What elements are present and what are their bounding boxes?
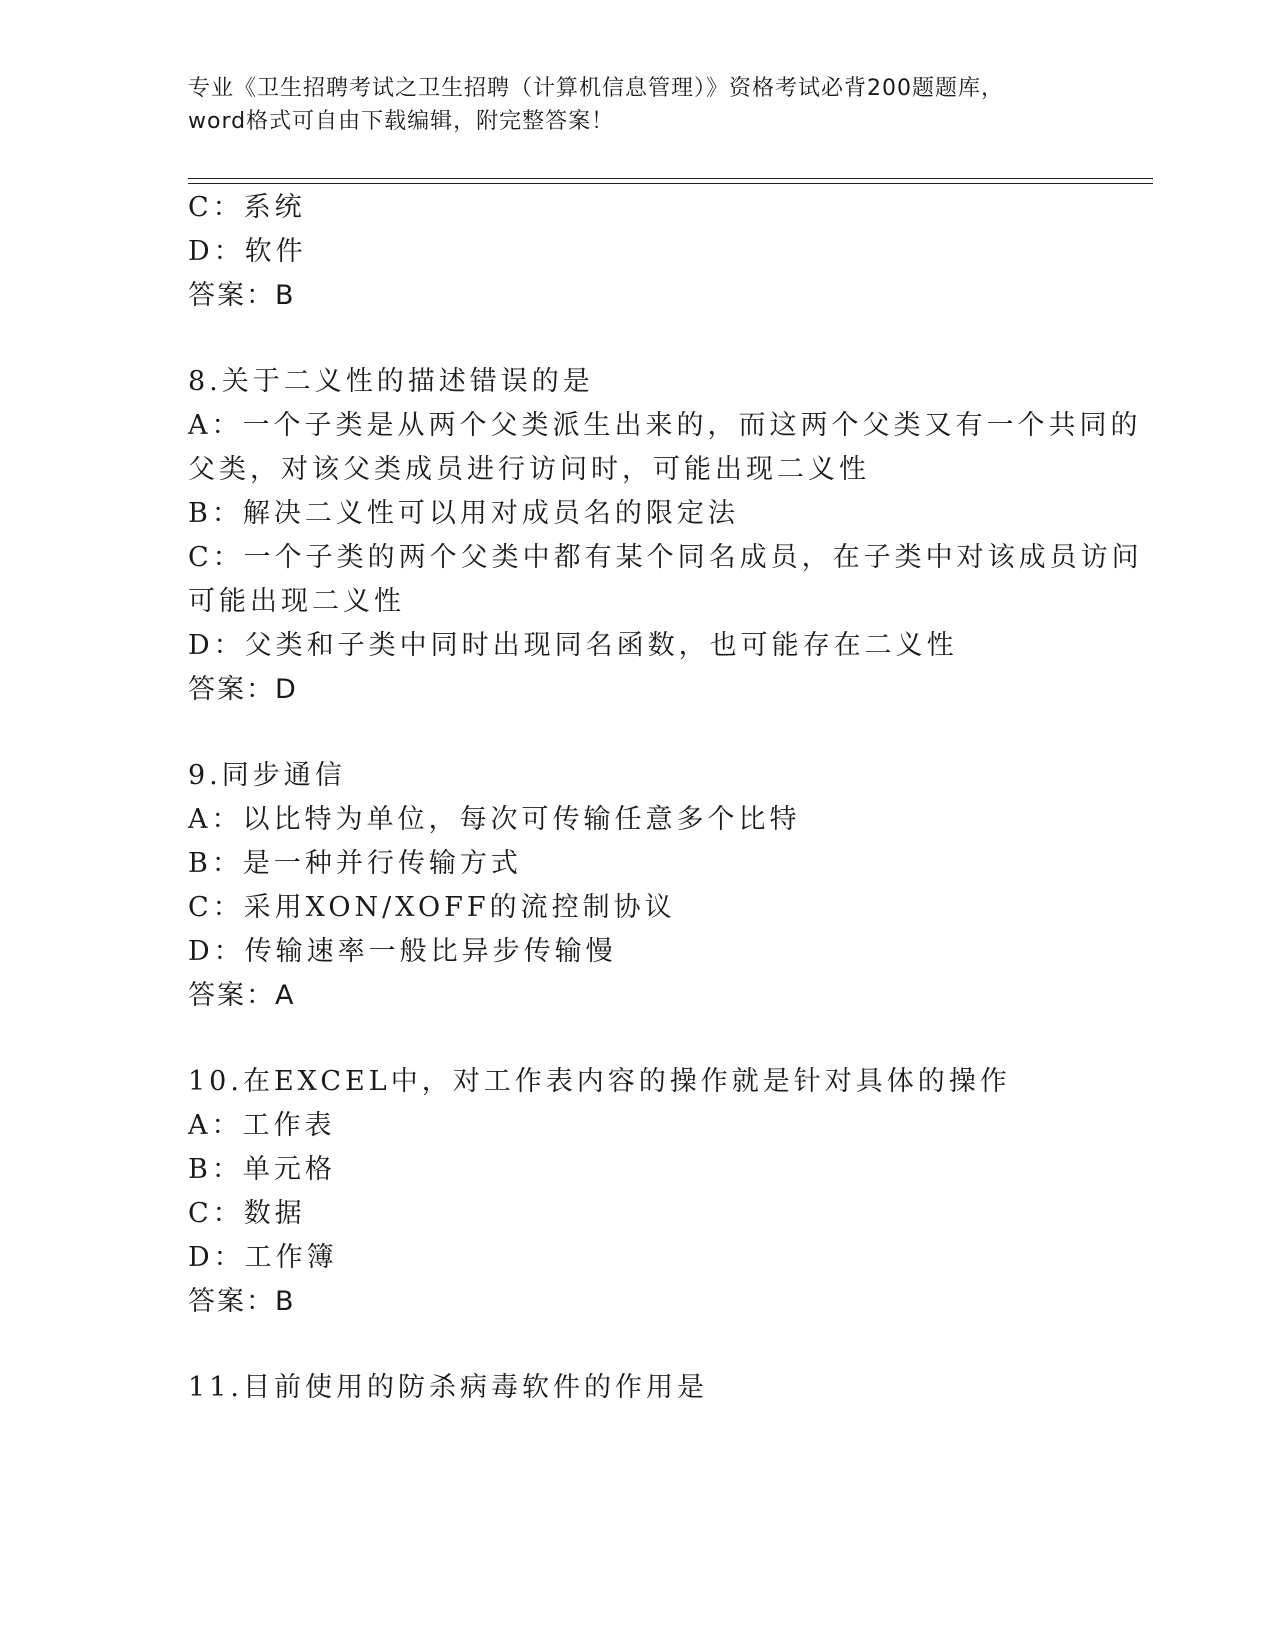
option-d: D：父类和子类中同时出现同名函数，也可能存在二义性 (188, 630, 958, 661)
option-b: B：单元格 (188, 1154, 336, 1185)
option-a-continued: 父类，对该父类成员进行访问时，可能出现二义性 (188, 454, 870, 485)
answer: 答案：A (188, 980, 296, 1011)
option-d: D：软件 (188, 236, 307, 267)
option-c: C：数据 (188, 1198, 306, 1229)
option-a: A：工作表 (188, 1110, 336, 1141)
question-10: 10.在EXCEL中，对工作表内容的操作就是针对具体的操作 (188, 1066, 1011, 1097)
option-c-continued: 可能出现二义性 (188, 586, 405, 617)
question-8: 8.关于二义性的描述错误的是 (188, 366, 594, 397)
option-c: C：系统 (188, 192, 306, 223)
answer: 答案：B (188, 280, 296, 311)
option-d: D：工作簿 (188, 1242, 338, 1273)
answer: 答案：D (188, 674, 298, 705)
header-line-1: 专业《卫生招聘考试之卫生招聘（计算机信息管理）》资格考试必背200题题库， (188, 76, 1004, 101)
option-b: B：解决二义性可以用对成员名的限定法 (188, 498, 739, 529)
header-rule-top (188, 178, 1153, 179)
option-b: B：是一种并行传输方式 (188, 848, 522, 879)
question-11: 11.目前使用的防杀病毒软件的作用是 (188, 1372, 708, 1403)
header-line-2: word格式可自由下载编辑，附完整答案！ (188, 109, 615, 134)
document-header (188, 72, 1088, 138)
header-rule-bottom (188, 183, 1153, 184)
answer: 答案：B (188, 1286, 296, 1317)
option-d: D：传输速率一般比异步传输慢 (188, 936, 617, 967)
option-a: A：一个子类是从两个父类派生出来的，而这两个父类又有一个共同的 (188, 410, 1142, 441)
option-c: C：采用XON/XOFF的流控制协议 (188, 892, 676, 923)
question-9: 9.同步通信 (188, 760, 346, 791)
option-c: C：一个子类的两个父类中都有某个同名成员，在子类中对该成员访问 (188, 542, 1143, 573)
option-a: A：以比特为单位，每次可传输任意多个比特 (188, 804, 801, 835)
